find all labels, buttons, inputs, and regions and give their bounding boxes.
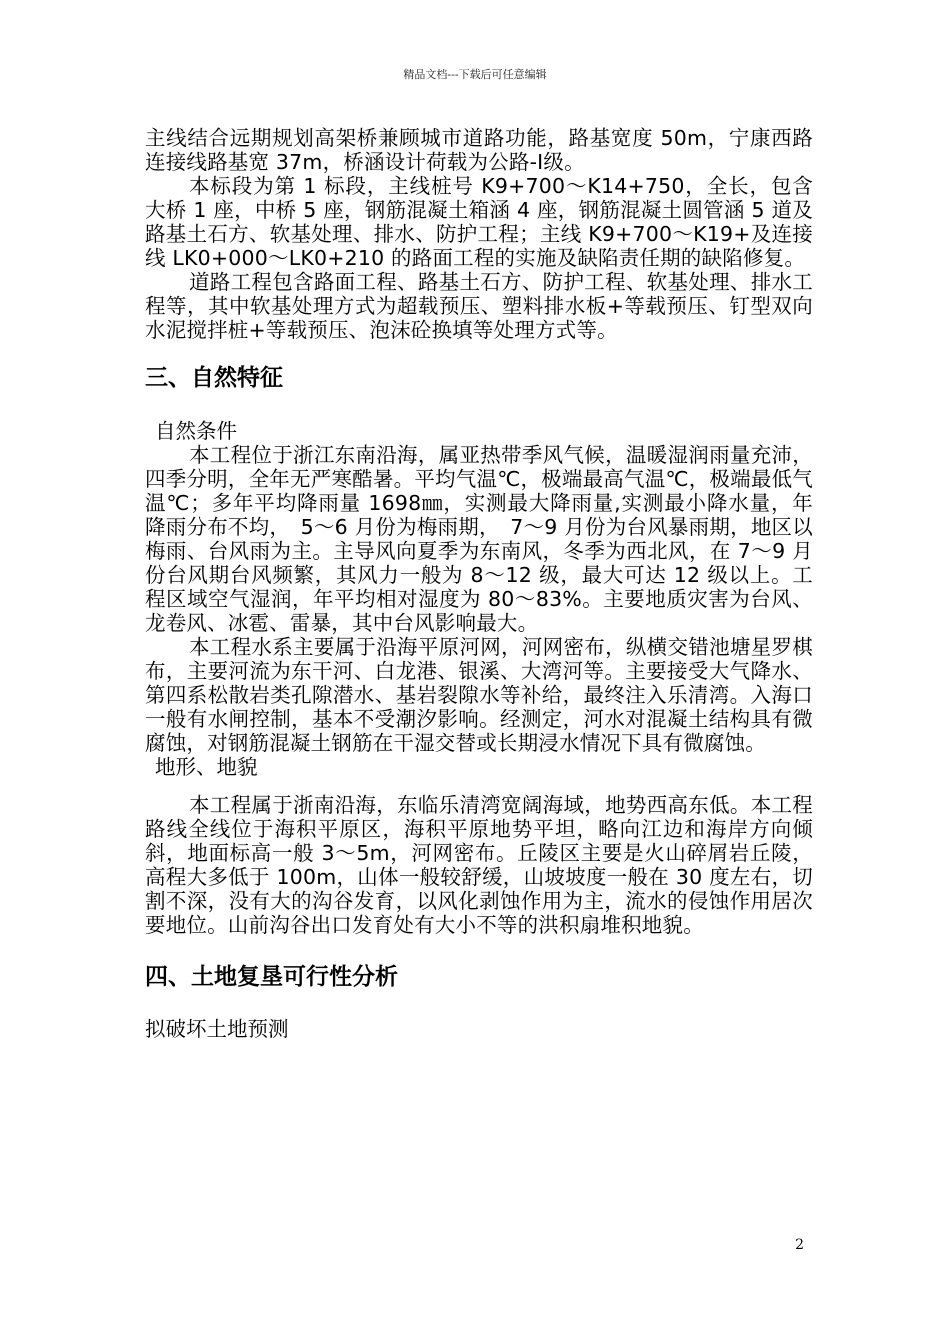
- paragraph-road-width: 主线结合远期规划高架桥兼顾城市道路功能，路基宽度 50m，宁康西路连接线路基宽 37m，桥涵设计荷载为公路-Ⅰ级。: [145, 126, 813, 174]
- document-body: [145, 126, 813, 1041]
- section-4-heading: 四、土地复垦可行性分析: [145, 964, 398, 990]
- subheading-natural-conditions: 自然条件: [155, 419, 237, 443]
- paragraph-road-works: 道路工程包含路面工程、路基土石方、防护工程、软基处理、排水工程等，其中软基处理方式为超载预压、塑料排水板+等载预压、钉型双向水泥搅拌桩+等载预压、泡沫砼换填等处理方式等。: [145, 270, 813, 342]
- subheading-terrain: 地形、地貌: [155, 755, 258, 779]
- paragraph-climate: 本工程位于浙江东南沿海，属亚热带季风气候，温暖湿润雨量充沛，四季分明，全年无严寒酷暑。平均气温℃，极端最高气温℃，极端最低气温℃；多年平均降雨量 1698㎜，实测最大降雨量,实测最小降水量，年降雨分布不均， 5～6 月份为梅雨期， 7～9 月份为台风暴雨期，地区以梅雨、台风雨为主。主导风向夏季为东南风，冬季为西北风，在 7～9 月份台风期台风频繁，其风力一般为 8～12 级，最大可达 12 级以上。工程区域空气湿润，年平均相对湿度为 80～83%。主要地质灾害为台风、龙卷风、冰雹、雷暴，其中台风影响最大。: [145, 443, 813, 635]
- page-header: 精品文档---下载后可任意编辑: [403, 68, 547, 81]
- paragraph-section-scope: 本标段为第 1 标段，主线桩号 K9+700～K14+750，全长，包含大桥 1 座，中桥 5 座，钢筋混凝土箱涵 4 座，钢筋混凝土圆管涵 5 道及路基土石方、软基处理、排水、防护工程；主线 K9+700～K19+及连接线 LK0+000～LK0+210 的路面工程的实施及缺陷责任期的缺陷修复。: [145, 174, 813, 270]
- paragraph-hydrology: 本工程水系主要属于沿海平原河网，河网密布，纵横交错池塘星罗棋布，主要河流为东干河、白龙港、银溪、大湾河等。主要接受大气降水、第四系松散岩类孔隙潜水、基岩裂隙水等补给，最终注入乐清湾。入海口一般有水闸控制，基本不受潮汐影响。经测定，河水对混凝土结构具有微腐蚀，对钢筋混凝土钢筋在干湿交替或长期浸水情况下具有微腐蚀。: [145, 635, 813, 755]
- section-3-heading: 三、自然特征: [145, 365, 283, 391]
- page-number: 2: [795, 1237, 804, 1253]
- subheading-land-damage-forecast: 拟破坏土地预测: [145, 1017, 289, 1041]
- paragraph-terrain: 本工程属于浙南沿海，东临乐清湾宽阔海域，地势西高东低。本工程路线全线位于海积平原区，海积平原地势平坦，略向江边和海岸方向倾斜，地面标高一般 3～5m，河网密布。丘陵区主要是火山碎屑岩丘陵，高程大多低于 100m，山体一般较舒缓，山坡坡度一般在 30 度左右，切割不深，没有大的沟谷发育，以风化剥蚀作用为主，流水的侵蚀作用居次要地位。山前沟谷出口发育处有大小不等的洪积扇堆积地貌。: [145, 793, 813, 937]
